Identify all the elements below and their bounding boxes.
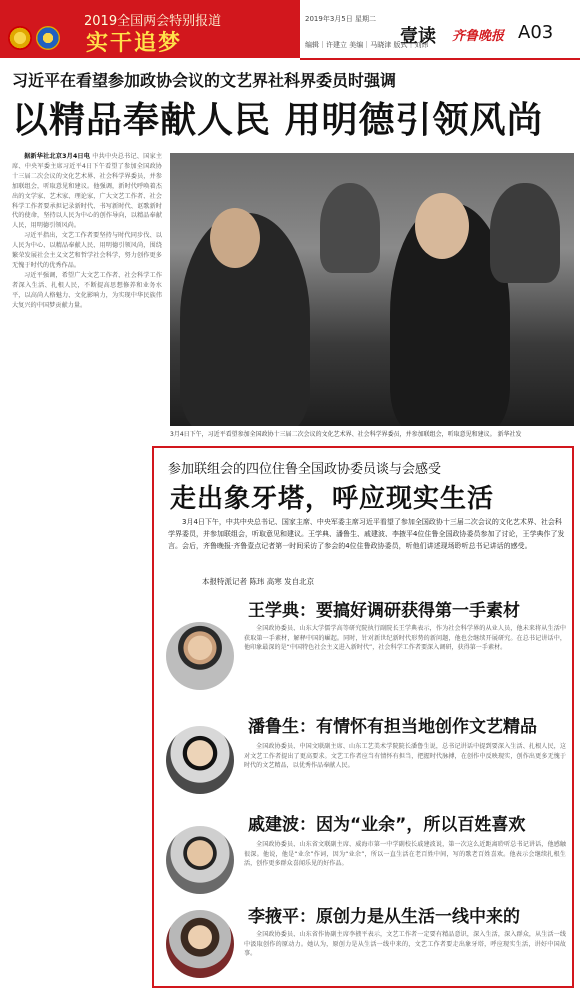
lead-body (12, 152, 162, 992)
portrait-photo (166, 910, 234, 978)
national-emblem-icon (8, 26, 32, 50)
photo-caption: 3月4日下午，习近平看望参加全国政协十三届二次会议的文化艺术界、社会科学界委员，并参加联组会，听取意见和建议。 新华社发 (170, 431, 522, 438)
interview-heading: 潘鲁生：有情怀有担当地创作文艺精品 (248, 717, 537, 737)
interview-heading: 王学典：要搞好调研获得第一手素材 (248, 601, 520, 621)
interview-text: 全国政协委员、山东省作协副主席李掖平表示，文艺工作者一定要有精品意识，深入生活，深入群众，从生活一线中汲取创作的原动力。她认为，原创力是从生活一线中来的，文艺工作者要走出象牙塔，呼应现实生活，讲好中国故事。 (244, 931, 566, 958)
news-photo (170, 153, 574, 426)
portrait-photo (166, 826, 234, 894)
lead-paragraph: 中共中央总书记、国家主席、中央军委主席习近平4日下午看望了参加全国政协十三届二次会议的文化艺术界、社会科学界委员，并参加联组会，听取意见和建议。他强调，新时代呼唤着杰出的文学家、艺术家、理论家，广大文艺工作者、社会科学工作者要承担记录新时代、书写新时代、讴歌新时代的使命，坚持以人民为中心的创作导向，以精品奉献人民，用明德引领风尚。 (12, 153, 162, 230)
section-name: 壹读 (400, 26, 436, 47)
lead-paragraph: 习近平指出，文艺工作者要坚持与时代同步伐、以人民为中心、以精品奉献人民、用明德引领风尚，围绕繁荣发展社会主义文艺和哲学社会科学，努力创作更多无愧于时代的优秀作品。 (12, 232, 162, 269)
interview-text: 全国政协委员、山东大学儒学高等研究院执行副院长王学典表示，作为社会科学界的从业人员，他未来将从生活中获取第一手素材，解释中国的崛起。同时，针对新世纪新时代形势的新问题，他也会继续开展研究。在总书记讲话中，他印象最深的是“中国特色社会主义进入新时代”，社会科学工作者要深入调研，获得第一手素材。 (244, 625, 566, 652)
page-number: A03 (518, 22, 554, 43)
header-date: 2019年3月5日 星期二 (305, 15, 376, 23)
cppcc-emblem-icon (36, 26, 60, 50)
lead-dateline: 据新华社北京3月4日电 (24, 153, 91, 160)
lead-paragraph: 习近平强调，希望广大文艺工作者、社会科学工作者深入生活、扎根人民，不断提高思想修养和业务水平，以高尚人格魅力、文化影响力，为实现中华民族伟大复兴的中国梦贡献力量。 (12, 271, 162, 309)
header-title: 实干追梦 (86, 31, 183, 56)
interview-text: 全国政协委员、山东省文联副主席、威海市第一中学副校长戚建波说，第一次这么近距离聆听总书记讲话，他感触很深。他说，他是“业余”作词，因为“业余”，所以一直生活在老百姓中间，写的歌老百姓喜欢。他表示会继续扎根生活，创作更多群众喜闻乐见的好作品。 (244, 841, 566, 868)
lead-headline: 以精品奉献人民 用明德引领风尚 (12, 100, 544, 141)
portrait-photo (166, 622, 234, 690)
portrait-photo (166, 726, 234, 794)
newspaper-logo: 齐鲁晚报 (452, 29, 505, 44)
feature-byline: 本报特派记者 陈玮 高寒 发自北京 (202, 577, 315, 586)
header-super-title: 2019全国两会特别报道 (84, 14, 222, 29)
feature-headline: 走出象牙塔，呼应现实生活 (170, 484, 495, 514)
interview-heading: 李掖平：原创力是从生活一线中来的 (248, 907, 520, 927)
header-editors: 编辑｜许建立 美编｜马晓津 版式｜刘炜 (305, 41, 429, 49)
header-divider (300, 58, 580, 60)
lead-kicker: 习近平在看望参加政协会议的文艺界社科界委员时强调 (12, 71, 397, 90)
feature-intro: 3月4日下午，中共中央总书记、国家主席、中央军委主席习近平看望了参加全国政协十三届二次会议的文化艺术界、社会科学界委员，并参加联组会，听取意见和建议。王学典、潘鲁生、戚建波、李掖平4位住鲁全国政协委员参加了讨论，王学典作了发言。会后，齐鲁晚报·齐鲁壹点记者第一时间采访了参会的4位住鲁政协委员，听他们讲述现场聆听总书记讲话的感受。 (168, 518, 565, 550)
interview-heading: 戚建波：因为“业余”，所以百姓喜欢 (248, 815, 526, 835)
feature-kicker: 参加联组会的四位住鲁全国政协委员谈与会感受 (168, 462, 442, 477)
interview-text: 全国政协委员、中国文联副主席、山东工艺美术学院院长潘鲁生说，总书记讲话中提到要深入生活、扎根人民，这对文艺工作者提出了更高要求。文艺工作者应当有情怀有担当，把握时代脉搏，在创作中反映现实，创作出更多无愧于时代的文艺精品，以优秀作品奉献人民。 (244, 743, 566, 770)
